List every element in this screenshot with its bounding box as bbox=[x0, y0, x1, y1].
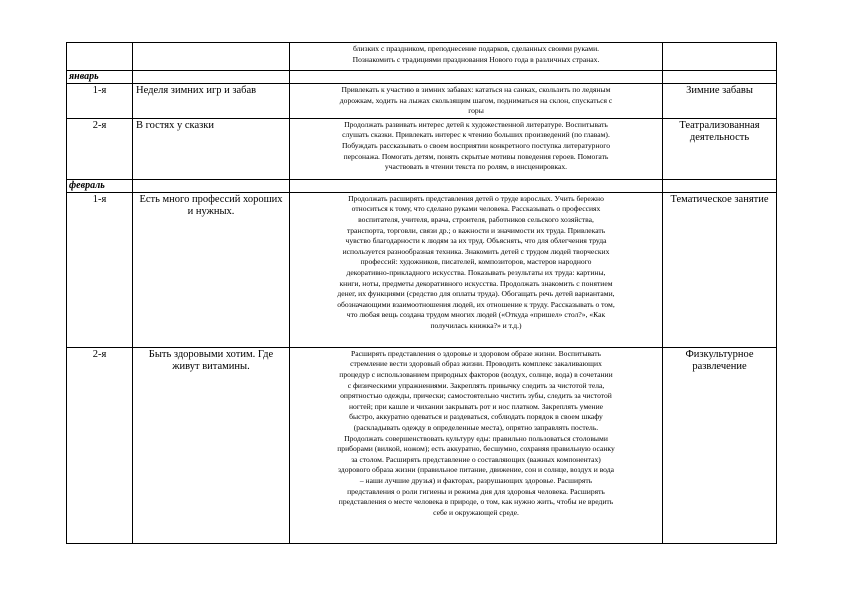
week-number: 2-я bbox=[67, 118, 133, 179]
week-number: 2-я bbox=[67, 347, 133, 543]
table-row bbox=[67, 43, 777, 71]
month-label: январь bbox=[67, 71, 133, 84]
table-row bbox=[67, 192, 777, 347]
form-cell: Физкультурное развлечение bbox=[663, 347, 777, 543]
week-cell bbox=[67, 43, 133, 71]
week-number: 1-я bbox=[67, 192, 133, 347]
theme-cell bbox=[133, 43, 290, 71]
form-cell: Театрализованная деятельность bbox=[663, 118, 777, 179]
month-row bbox=[67, 179, 777, 192]
content-cell: Продолжать расширять представления детей о труде взрослых. Учить бережно относиться к тому, что сделано руками человека. Рассказывать о профессиях воспитателя, учителя, врача, строителя, работников сельского хозяйства, транспорта, торговли, связи др.; о важности и значимости их труда. Привлекать чувство благодарности к людям за их труд. Объяснять, что для облегчения труда используется разнообразная техника. Знакомить детей с трудом людей творческих профессий: художников, писателей, композиторов, мастеров народного декоративно-прикладного искусства. Показывать результаты их труда: картины, книги, ноты, предметы декоративного искусства. Продолжать знакомить с понятием денег, их функциями (средство для оплаты труда). Обогащать речь детей вариантами, обозначающими взаимоотношения людей, их отношение к труду. Рассказывать о том, что любая вещь создана трудом многих людей («Откуда «пришел» стол?», «Как получилась книжка?» и т.д.) bbox=[290, 192, 663, 347]
content-cell bbox=[290, 43, 663, 71]
table-row bbox=[67, 84, 777, 119]
theme-cell: В гостях у сказки bbox=[133, 118, 290, 179]
table-row bbox=[67, 118, 777, 179]
week-number: 1-я bbox=[67, 84, 133, 119]
content-cell: Продолжать развивать интерес детей к художественной литературе. Воспитывать слушать сказки. Привлекать интерес к чтению больших произведений (по главам). Побуждать рассказывать о своем восприятии конкретного поступка литературного персонажа. Помогать детям, понять скрытые мотивы поведения героев. Помогать участвовать в чтении текста по ролям, в инсценировках. bbox=[290, 118, 663, 179]
theme-cell: Есть много профессий хороших и нужных. bbox=[133, 192, 290, 347]
form-cell: Зимние забавы bbox=[663, 84, 777, 119]
table-row bbox=[67, 347, 777, 543]
form-cell bbox=[663, 43, 777, 71]
content-line: близких с праздником, преподнесение подарков, сделанных своими руками. bbox=[352, 44, 600, 53]
plan-table bbox=[66, 42, 777, 544]
content-cell: Расширять представления о здоровье и здоровом образе жизни. Воспитывать стремление вести здоровый образ жизни. Проводить комплекс закаливающих процедур с использованием природных факторов (воздух, солнце, вода) в сочетании с физическими упражнениями. Закреплять привычку следить за чистотой тела, опрятностью одежды, прически; самостоятельно чистить зубы, следить за чистотой ногтей; при кашле и чихании закрывать рот и нос платком. Закреплять умение быстро, аккуратно одеваться и раздеваться, соблюдать порядок в своем шкафу (раскладывать одежду в определенные места), опрятно заправлять постель. Продолжать совершенствовать культуру еды: правильно пользоваться столовыми приборами (вилкой, ножом); есть аккуратно, бесшумно, сохраняя правильную осанку за столом. Расширять представление о составляющих (важных компонентах) здорового образа жизни (правильное питание, движение, сон и солнце, воздух и вода – наши лучшие друзья) и факторах, разрушающих здоровье. Расширять представления о роли гигиены и режима дня для здоровья человека. Расширять представления о месте человека в природе, о том, как нужно жить, чтобы не вредить себе и окружающей среде. bbox=[290, 347, 663, 543]
content-line: Познакомить с традициями празднования Нового года в различных странах. bbox=[352, 54, 600, 64]
month-label: февраль bbox=[67, 179, 133, 192]
form-cell: Тематическое занятие bbox=[663, 192, 777, 347]
theme-cell: Быть здоровыми хотим. Где живут витамины. bbox=[133, 347, 290, 543]
month-row bbox=[67, 71, 777, 84]
theme-cell: Неделя зимних игр и забав bbox=[133, 84, 290, 119]
content-cell: Привлекать к участию в зимних забавах: кататься на санках, скользить по ледяным дорожкам, ходить на лыжах скользящим шагом, подниматься на склон, спускаться с горы bbox=[290, 84, 663, 119]
